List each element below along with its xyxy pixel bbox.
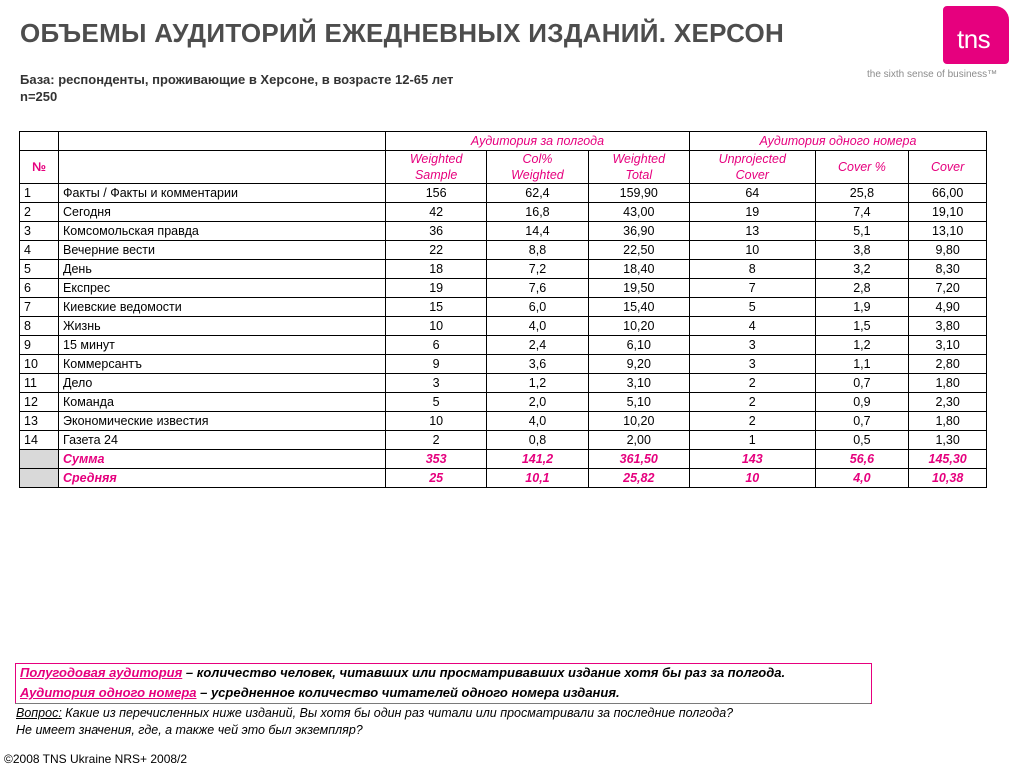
table-cell: 2	[386, 431, 487, 450]
table-cell: 4,0	[487, 317, 588, 336]
row-number: 2	[20, 203, 59, 222]
table-cell: 0,7	[815, 412, 909, 431]
table-cell: 8,30	[909, 260, 987, 279]
table-cell: 15	[386, 298, 487, 317]
row-number: 7	[20, 298, 59, 317]
table-row	[20, 431, 987, 450]
base-description	[20, 71, 453, 105]
definition-single-issue	[20, 683, 785, 703]
table-cell: 62,4	[487, 184, 588, 203]
column-header-row	[20, 151, 987, 184]
question-divider	[15, 703, 870, 704]
table-cell: 66,00	[909, 184, 987, 203]
row-number: 6	[20, 279, 59, 298]
table-cell: 19,50	[588, 279, 689, 298]
summary-cell: 141,2	[487, 450, 588, 469]
column-header-line: Weighted	[612, 152, 666, 166]
table-cell: 42	[386, 203, 487, 222]
table-cell: 1,80	[909, 412, 987, 431]
row-number: 10	[20, 355, 59, 374]
table-row	[20, 336, 987, 355]
table-row	[20, 317, 987, 336]
table-cell: 25,8	[815, 184, 909, 203]
row-number: 11	[20, 374, 59, 393]
def-half-year: – количество человек, читавших или просматривавших издание хотя бы раз за полгода.	[182, 665, 786, 680]
table-cell: 8	[689, 260, 815, 279]
logo-tagline: the sixth sense of business™	[867, 69, 998, 80]
table-cell: 36,90	[588, 222, 689, 241]
tns-logo	[943, 6, 1009, 64]
table-cell: 3	[386, 374, 487, 393]
summary-cell: 10	[689, 469, 815, 488]
table-cell: 5	[689, 298, 815, 317]
audience-table	[19, 131, 987, 488]
table-cell: 22,50	[588, 241, 689, 260]
table-cell: 19,10	[909, 203, 987, 222]
question-label: Вопрос:	[16, 706, 62, 720]
publication-name: Комсомольская правда	[59, 222, 386, 241]
logo-text: tns	[957, 24, 991, 54]
row-number: 9	[20, 336, 59, 355]
table-cell: 6,10	[588, 336, 689, 355]
column-header-line: Col%	[522, 152, 553, 166]
table-cell: 19	[689, 203, 815, 222]
row-number: 13	[20, 412, 59, 431]
table-row	[20, 222, 987, 241]
summary-label: Сумма	[59, 450, 386, 469]
table-row	[20, 279, 987, 298]
definitions	[20, 663, 785, 703]
table-cell: 9,20	[588, 355, 689, 374]
table-cell: 3,6	[487, 355, 588, 374]
publication-name: Экономические известия	[59, 412, 386, 431]
table-cell: 10	[386, 412, 487, 431]
table-cell: 3,2	[815, 260, 909, 279]
table-cell: 10	[689, 241, 815, 260]
footer-copyright: ©2008 TNS Ukraine NRS+ 2008/2	[4, 752, 188, 766]
column-header-line: Cover	[735, 168, 769, 182]
summary-row	[20, 469, 987, 488]
table-cell: 1,9	[815, 298, 909, 317]
question-line-1	[16, 705, 733, 722]
table-cell: 2	[689, 412, 815, 431]
column-header-line: Total	[625, 168, 653, 182]
table-row	[20, 184, 987, 203]
table-cell: 3	[689, 336, 815, 355]
table-cell: 7,4	[815, 203, 909, 222]
table-cell: 2,4	[487, 336, 588, 355]
header-blank-name	[59, 132, 386, 151]
row-number: 12	[20, 393, 59, 412]
summary-blank	[20, 450, 59, 469]
column-header	[386, 151, 487, 184]
table-cell: 2	[689, 393, 815, 412]
row-number: 8	[20, 317, 59, 336]
table-cell: 10,20	[588, 317, 689, 336]
question-line-2: Не имеет значения, где, а также чей это был экземпляр?	[16, 723, 363, 737]
table-cell: 0,5	[815, 431, 909, 450]
table-cell: 43,00	[588, 203, 689, 222]
column-header	[487, 151, 588, 184]
table-cell: 22	[386, 241, 487, 260]
publication-name: Жизнь	[59, 317, 386, 336]
table-cell: 3,8	[815, 241, 909, 260]
table-cell: 15,40	[588, 298, 689, 317]
summary-cell: 25,82	[588, 469, 689, 488]
table-cell: 0,7	[815, 374, 909, 393]
summary-cell: 56,6	[815, 450, 909, 469]
publication-name: Команда	[59, 393, 386, 412]
table-cell: 18,40	[588, 260, 689, 279]
column-header	[588, 151, 689, 184]
summary-cell: 4,0	[815, 469, 909, 488]
publication-name: Вечерние вести	[59, 241, 386, 260]
table-cell: 1,2	[487, 374, 588, 393]
term-half-year: Полугодовая аудитория	[20, 665, 183, 680]
row-number: 4	[20, 241, 59, 260]
table-row	[20, 260, 987, 279]
table-row	[20, 355, 987, 374]
publication-name: День	[59, 260, 386, 279]
publication-name: Дело	[59, 374, 386, 393]
table-row	[20, 393, 987, 412]
summary-cell: 353	[386, 450, 487, 469]
publication-name: Сегодня	[59, 203, 386, 222]
table-cell: 3,10	[909, 336, 987, 355]
table-cell: 2,30	[909, 393, 987, 412]
table-cell: 5,10	[588, 393, 689, 412]
publication-name: Газета 24	[59, 431, 386, 450]
table-cell: 7	[689, 279, 815, 298]
table-cell: 4,0	[487, 412, 588, 431]
column-header	[689, 151, 815, 184]
table-row	[20, 241, 987, 260]
table-row	[20, 374, 987, 393]
table-cell: 16,8	[487, 203, 588, 222]
table-cell: 1,5	[815, 317, 909, 336]
table-cell: 9	[386, 355, 487, 374]
column-header-line: Cover	[930, 160, 965, 174]
summary-cell: 25	[386, 469, 487, 488]
table-cell: 6	[386, 336, 487, 355]
column-header	[909, 151, 987, 184]
table-cell: 0,9	[815, 393, 909, 412]
group-header-single-issue: Аудитория одного номера	[689, 132, 986, 151]
table-cell: 5	[386, 393, 487, 412]
table-cell: 13,10	[909, 222, 987, 241]
table-cell: 2,8	[815, 279, 909, 298]
table-cell: 1,1	[815, 355, 909, 374]
column-header	[815, 151, 909, 184]
table-cell: 10	[386, 317, 487, 336]
publication-name: Експрес	[59, 279, 386, 298]
table-cell: 3	[689, 355, 815, 374]
table-cell: 2	[689, 374, 815, 393]
table-cell: 6,0	[487, 298, 588, 317]
summary-row	[20, 450, 987, 469]
table-cell: 14,4	[487, 222, 588, 241]
publication-name: 15 минут	[59, 336, 386, 355]
table-cell: 9,80	[909, 241, 987, 260]
table-cell: 7,6	[487, 279, 588, 298]
definition-half-year	[20, 663, 785, 683]
table-cell: 1,2	[815, 336, 909, 355]
table-row	[20, 298, 987, 317]
column-header-line: Weighted	[511, 168, 564, 182]
row-number: 1	[20, 184, 59, 203]
column-header-line: Sample	[414, 168, 458, 182]
survey-question	[16, 705, 733, 739]
group-header-half-year: Аудитория за полгода	[386, 132, 690, 151]
table-cell: 64	[689, 184, 815, 203]
group-header-row	[20, 132, 987, 151]
summary-label: Средняя	[59, 469, 386, 488]
question-text-1: Какие из перечисленных ниже изданий, Вы хотя бы один раз читали или просматривали за последние полгода?	[61, 706, 734, 720]
def-single-issue: – усредненное количество читателей одного номера издания.	[196, 685, 620, 700]
summary-cell: 10,38	[909, 469, 987, 488]
table-cell: 36	[386, 222, 487, 241]
row-number: 5	[20, 260, 59, 279]
row-number: 14	[20, 431, 59, 450]
number-header: №	[20, 151, 59, 184]
header-blank-idx	[20, 132, 59, 151]
table-cell: 8,8	[487, 241, 588, 260]
table-cell: 7,2	[487, 260, 588, 279]
table-cell: 159,90	[588, 184, 689, 203]
publication-name: Коммерсантъ	[59, 355, 386, 374]
table-cell: 5,1	[815, 222, 909, 241]
publication-name: Киевские ведомости	[59, 298, 386, 317]
base-line-2: n=250	[20, 89, 58, 104]
header-blank-name-2	[59, 151, 386, 184]
table-cell: 1	[689, 431, 815, 450]
publication-name: Факты / Факты и комментарии	[59, 184, 386, 203]
summary-cell: 361,50	[588, 450, 689, 469]
table-cell: 1,30	[909, 431, 987, 450]
table-row	[20, 412, 987, 431]
table-cell: 4	[689, 317, 815, 336]
table-cell: 19	[386, 279, 487, 298]
summary-cell: 143	[689, 450, 815, 469]
table-cell: 13	[689, 222, 815, 241]
column-header-line: Unprojected	[718, 152, 786, 166]
table-cell: 1,80	[909, 374, 987, 393]
table-cell: 18	[386, 260, 487, 279]
table-cell: 2,00	[588, 431, 689, 450]
summary-blank	[20, 469, 59, 488]
table-cell: 3,10	[588, 374, 689, 393]
table-cell: 4,90	[909, 298, 987, 317]
table-cell: 7,20	[909, 279, 987, 298]
term-single-issue: Аудитория одного номера	[20, 685, 197, 700]
page-title: ОБЪЕМЫ АУДИТОРИЙ ЕЖЕДНЕВНЫХ ИЗДАНИЙ. ХЕРСОН	[20, 18, 785, 48]
column-header-line: Weighted	[409, 152, 463, 166]
table-cell: 2,80	[909, 355, 987, 374]
table-cell: 156	[386, 184, 487, 203]
table-cell: 2,0	[487, 393, 588, 412]
table-row	[20, 203, 987, 222]
row-number: 3	[20, 222, 59, 241]
base-line-1: База: респонденты, проживающие в Херсоне, в возрасте 12-65 лет	[20, 72, 454, 87]
summary-cell: 10,1	[487, 469, 588, 488]
table-cell: 3,80	[909, 317, 987, 336]
table-cell: 0,8	[487, 431, 588, 450]
column-header-line: Cover %	[837, 160, 886, 174]
table-cell: 10,20	[588, 412, 689, 431]
summary-cell: 145,30	[909, 450, 987, 469]
